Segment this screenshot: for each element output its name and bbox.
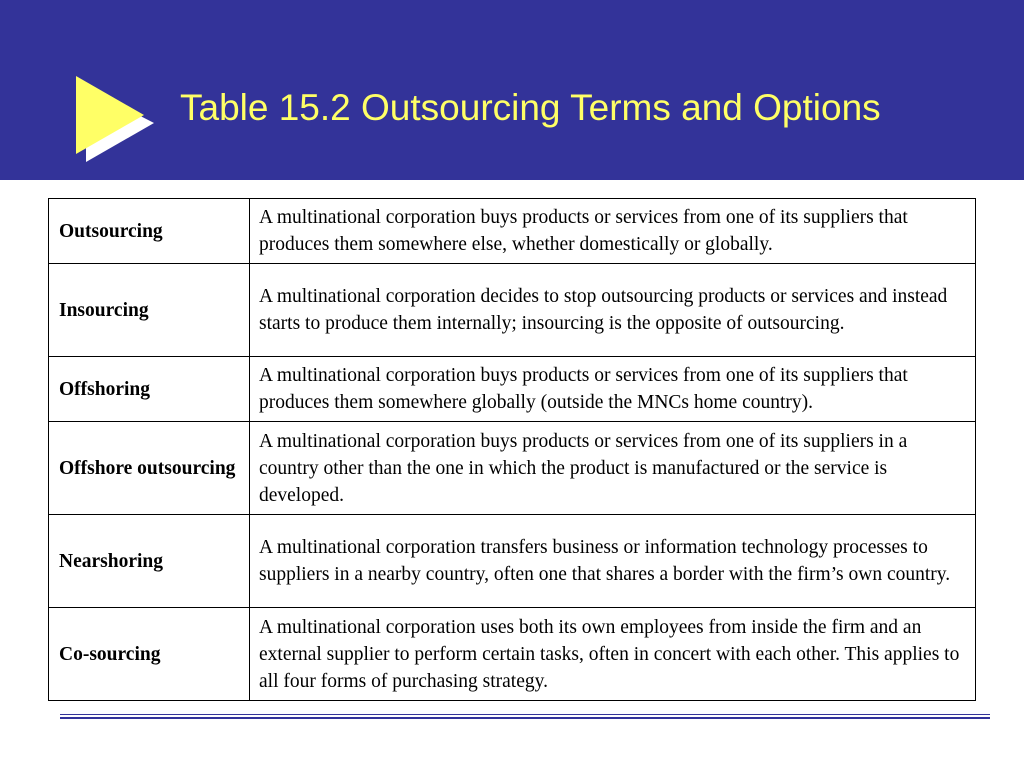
term-cell: Insourcing [49,264,250,357]
term-cell: Offshore outsourcing [49,422,250,515]
term-cell: Offshoring [49,357,250,422]
footer-line [60,717,990,719]
footer-divider [60,714,990,720]
definition-cell: A multinational corporation buys products or services from one of its suppliers that produces them somewhere else, whether domestically or globally. [250,199,976,264]
table-row [49,199,976,264]
table-row [49,608,976,701]
table-row [49,422,976,515]
term-cell: Nearshoring [49,515,250,608]
definition-cell: A multinational corporation buys products or services from one of its suppliers that produces them somewhere globally (outside the MNCs home country). [250,357,976,422]
term-cell: Co-sourcing [49,608,250,701]
definition-cell: A multinational corporation uses both its own employees from inside the firm and an external supplier to perform certain tasks, often in concert with each other. This applies to all four forms of purchasing strategy. [250,608,976,701]
play-arrow-icon [76,76,156,164]
definition-cell: A multinational corporation buys products or services from one of its suppliers in a country other than the one in which the product is manufactured or the service is developed. [250,422,976,515]
table-row [49,264,976,357]
definition-cell: A multinational corporation transfers business or information technology processes to suppliers in a nearby country, often one that shares a border with the firm’s own country. [250,515,976,608]
slide-header [0,0,1024,180]
terms-table [48,198,976,701]
table-row [49,357,976,422]
term-cell: Outsourcing [49,199,250,264]
table-row [49,515,976,608]
slide-title: Table 15.2 Outsourcing Terms and Options [180,87,881,128]
footer-line [60,714,990,715]
definition-cell: A multinational corporation decides to stop outsourcing products or services and instead starts to produce them internally; insourcing is the opposite of outsourcing. [250,264,976,357]
